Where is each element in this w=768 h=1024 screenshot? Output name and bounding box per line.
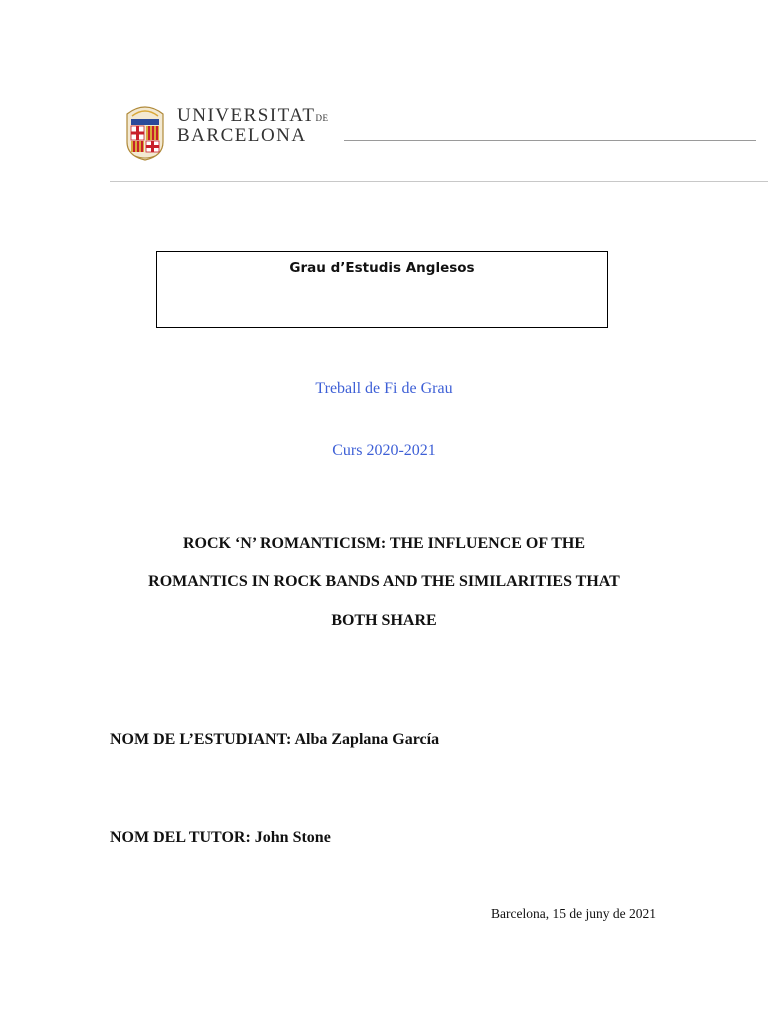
header-divider — [344, 140, 756, 141]
program-box — [156, 251, 608, 328]
program-name: Grau d’Estudis Anglesos — [289, 260, 475, 276]
university-shield-icon — [123, 102, 167, 162]
student-name: Alba Zaplana García — [294, 731, 440, 748]
tutor-label: NOM DEL TUTOR: — [110, 829, 251, 846]
university-logo — [123, 100, 329, 164]
thesis-title-line-3: BOTH SHARE — [331, 612, 437, 629]
thesis-title-line-1: ROCK ‘N’ ROMANTICISM: THE INFLUENCE OF THE — [182, 535, 586, 552]
work-type: Treball de Fi de Grau — [315, 380, 453, 397]
tutor-name: John Stone — [254, 829, 331, 846]
course-year: Curs 2020-2021 — [332, 442, 436, 459]
thesis-title-line-2: ROMANTICS IN ROCK BANDS AND THE SIMILARITIES THAT — [148, 573, 620, 590]
university-name-line2: BARCELONA — [177, 125, 307, 146]
student-field — [110, 731, 439, 749]
university-name-line1: UNIVERSITATDE — [177, 105, 329, 126]
student-label: NOM DE L’ESTUDIANT: — [110, 731, 292, 748]
place-date: Barcelona, 15 de juny de 2021 — [491, 906, 656, 921]
tutor-field — [110, 829, 331, 847]
header-rule — [110, 181, 768, 182]
